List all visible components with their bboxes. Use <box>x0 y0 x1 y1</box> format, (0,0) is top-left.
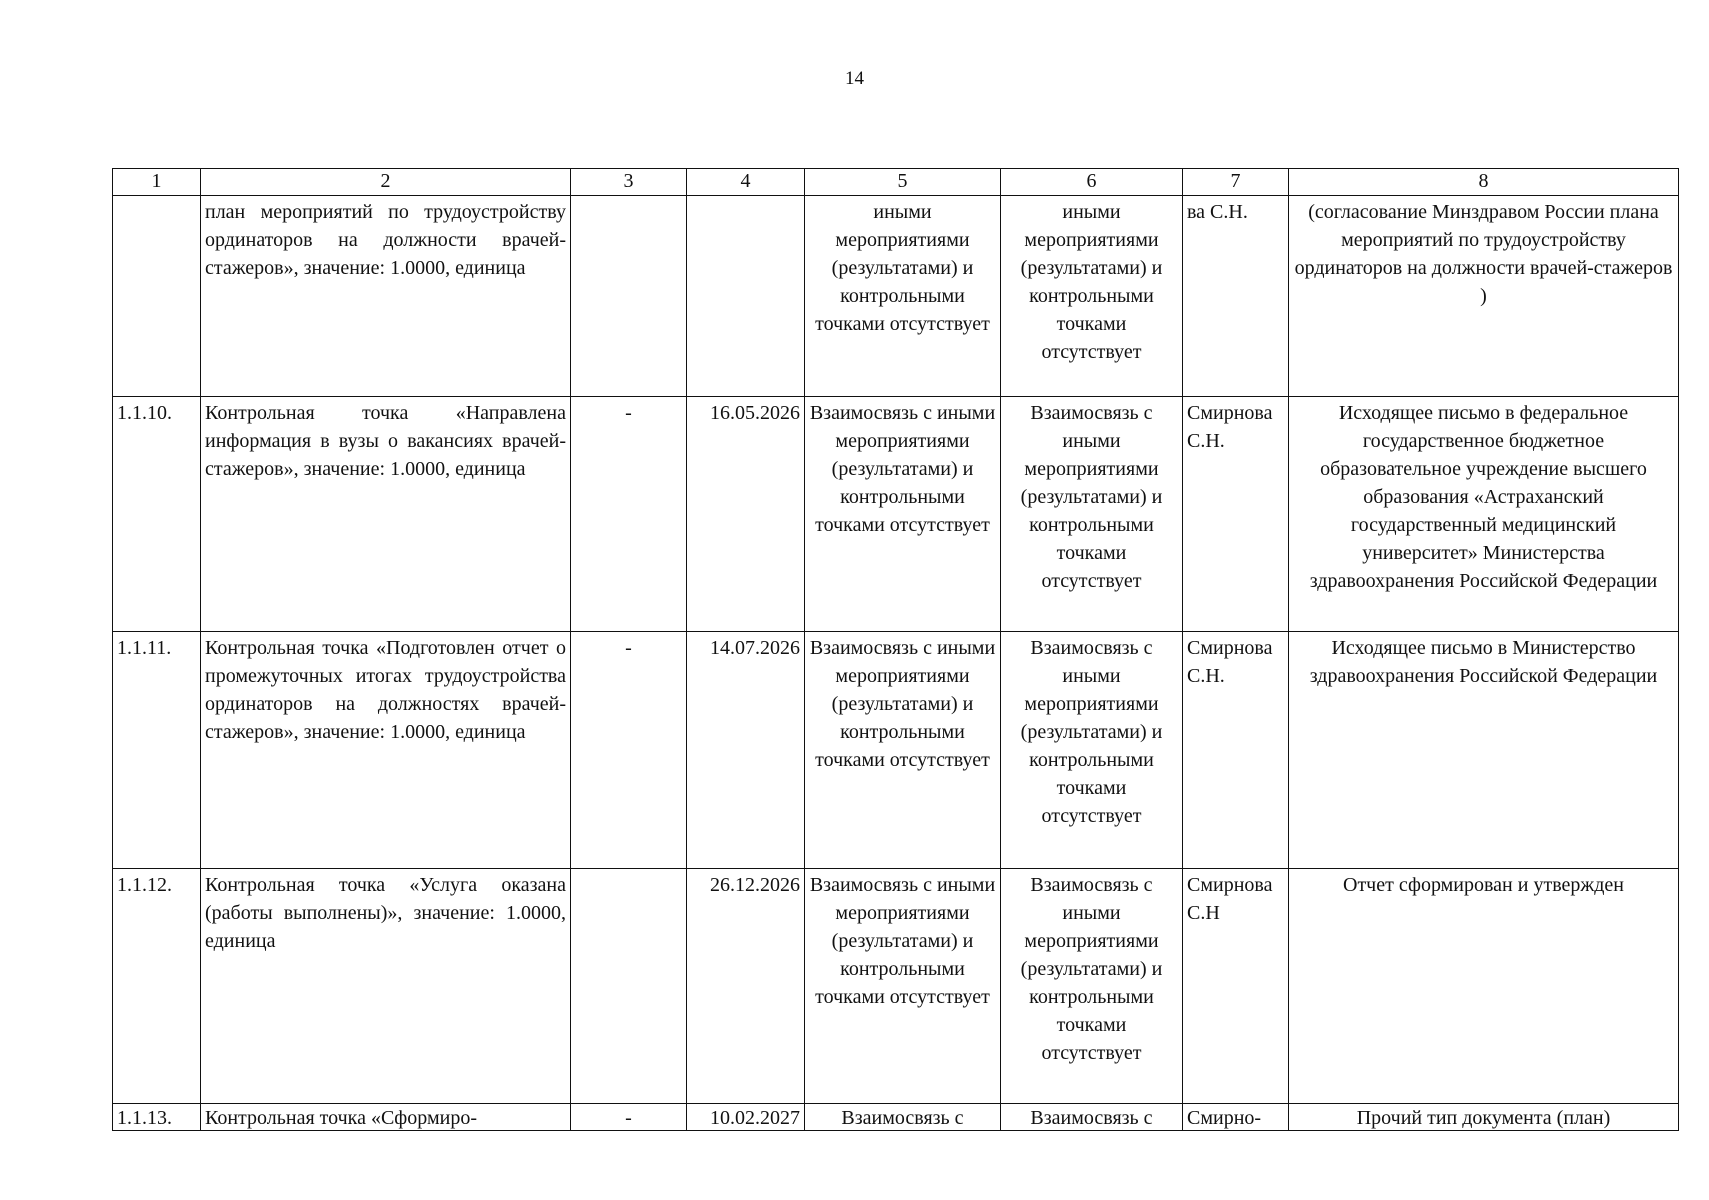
column-number: 1 <box>113 169 201 196</box>
column-number: 8 <box>1289 169 1679 196</box>
item-number: 1.1.11. <box>113 632 201 869</box>
item-name: план мероприятий по трудоустройству ординаторов на должности врачей-стажеров», значение: 1.0000, единица <box>201 196 571 397</box>
table-row <box>113 869 1679 1104</box>
column-number: 5 <box>805 169 1001 196</box>
item-number <box>113 196 201 397</box>
table-row <box>113 632 1679 869</box>
item-document: (согласование Минздравом России плана мероприятий по трудоустройству ординаторов на должности врачей-стажеров ) <box>1289 196 1679 397</box>
item-relation-2: Взаимосвязь с <box>1001 1104 1183 1131</box>
item-relation: Взаимосвязь с иными мероприятиями (результатами) и контрольными точками отсутствует <box>805 869 1001 1104</box>
item-column-3 <box>571 869 687 1104</box>
table-row <box>113 196 1679 397</box>
item-name: Контрольная точка «Направлена информация в вузы о вакансиях врачей-стажеров», значение: 1.0000, единица <box>201 397 571 632</box>
item-relation-2: Взаимосвязь с иными мероприятиями (результатами) и контрольными точками отсутствует <box>1001 632 1183 869</box>
item-responsible: Смирно- <box>1183 1104 1289 1131</box>
item-relation: иными мероприятиями (результатами) и контрольными точками отсутствует <box>805 196 1001 397</box>
page-number: 14 <box>845 68 864 89</box>
item-name: Контрольная точка «Подготовлен отчет о промежуточных итогах трудоустройства ординаторов на должностях врачей-стажеров», значение: 1.0000, единица <box>201 632 571 869</box>
item-date: 16.05.2026 <box>687 397 805 632</box>
item-responsible: Смирнова С.Н. <box>1183 632 1289 869</box>
item-date: 14.07.2026 <box>687 632 805 869</box>
item-responsible: Смирнова С.Н. <box>1183 397 1289 632</box>
column-number: 4 <box>687 169 805 196</box>
item-name: Контрольная точка «Сформиро- <box>201 1104 571 1131</box>
item-responsible: Смирнова С.Н <box>1183 869 1289 1104</box>
item-name: Контрольная точка «Услуга оказана (работы выполнены)», значение: 1.0000, единица <box>201 869 571 1104</box>
item-column-3: - <box>571 1104 687 1131</box>
item-number: 1.1.12. <box>113 869 201 1104</box>
column-number: 6 <box>1001 169 1183 196</box>
item-relation-2: иными мероприятиями (результатами) и контрольными точками отсутствует <box>1001 196 1183 397</box>
column-number: 2 <box>201 169 571 196</box>
item-relation: Взаимосвязь с <box>805 1104 1001 1131</box>
item-responsible: ва С.Н. <box>1183 196 1289 397</box>
item-column-3: - <box>571 632 687 869</box>
item-relation: Взаимосвязь с иными мероприятиями (результатами) и контрольными точками отсутствует <box>805 632 1001 869</box>
item-date: 10.02.2027 <box>687 1104 805 1131</box>
item-document: Прочий тип документа (план) <box>1289 1104 1679 1131</box>
column-number: 7 <box>1183 169 1289 196</box>
item-column-3: - <box>571 397 687 632</box>
column-number: 3 <box>571 169 687 196</box>
plan-table <box>112 168 1679 1131</box>
item-date: 26.12.2026 <box>687 869 805 1104</box>
item-number: 1.1.10. <box>113 397 201 632</box>
table-row <box>113 397 1679 632</box>
item-document: Отчет сформирован и утвержден <box>1289 869 1679 1104</box>
item-column-3 <box>571 196 687 397</box>
table-row <box>113 1104 1679 1131</box>
item-date <box>687 196 805 397</box>
item-number: 1.1.13. <box>113 1104 201 1131</box>
item-document: Исходящее письмо в Министерство здравоохранения Российской Федерации <box>1289 632 1679 869</box>
column-number-row <box>113 169 1679 196</box>
item-relation: Взаимосвязь с иными мероприятиями (результатами) и контрольными точками отсутствует <box>805 397 1001 632</box>
item-relation-2: Взаимосвязь с иными мероприятиями (результатами) и контрольными точками отсутствует <box>1001 869 1183 1104</box>
item-document: Исходящее письмо в федеральное государственное бюджетное образовательное учреждение высшего образования «Астраханский государственный медицинский университет» Министерства здравоохранения Российской Федерации <box>1289 397 1679 632</box>
item-relation-2: Взаимосвязь с иными мероприятиями (результатами) и контрольными точками отсутствует <box>1001 397 1183 632</box>
